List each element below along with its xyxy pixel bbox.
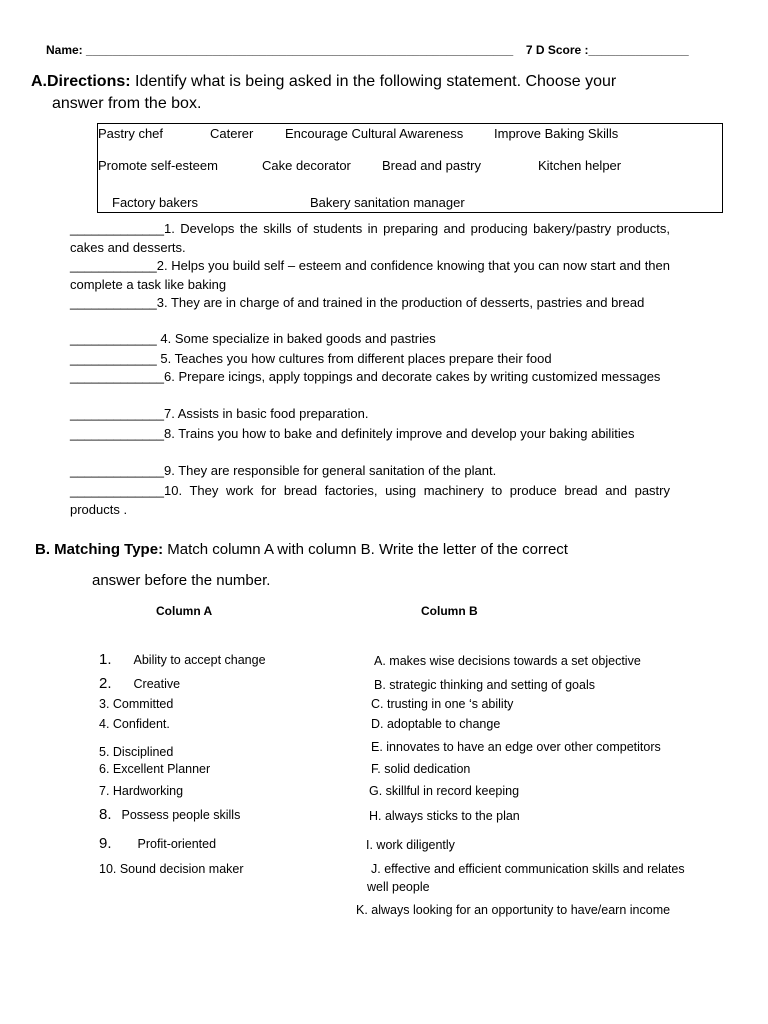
col-a-text: Creative bbox=[133, 677, 181, 691]
matching-type-label: Matching Type: bbox=[54, 541, 164, 558]
col-b-item-a: A. makes wise decisions towards a set objective bbox=[374, 654, 641, 668]
choice-pastry-chef: Pastry chef bbox=[98, 126, 164, 141]
item-10: _____________10. They work for bread factories, using machinery to produce bread and pastry products . bbox=[70, 483, 670, 517]
col-a-item-10: 10. Sound decision maker bbox=[99, 862, 244, 876]
col-b-item-j-cont: well people bbox=[367, 880, 430, 894]
col-a-item-5: 5. Disciplined bbox=[99, 745, 174, 759]
part-a-directions-line1 bbox=[31, 71, 616, 93]
choice-sanitation-manager: Bakery sanitation manager bbox=[310, 195, 465, 210]
directions-text-1: Identify what is being asked in the following statement. Choose your bbox=[130, 73, 617, 90]
col-b-item-g: G. skillful in record keeping bbox=[369, 784, 520, 798]
part-b-directions-line1 bbox=[35, 535, 568, 565]
col-b-item-e: E. innovates to have an edge over other competitors bbox=[371, 740, 661, 754]
score-label[interactable]: 7 D Score :_______________ bbox=[525, 43, 689, 57]
choice-factory-bakers: Factory bakers bbox=[112, 195, 198, 210]
col-b-item-h: H. always sticks to the plan bbox=[369, 809, 520, 823]
column-a-header: Column A bbox=[156, 604, 213, 618]
col-a-item-7: 7. Hardworking bbox=[99, 784, 184, 798]
col-a-num: 2. bbox=[99, 675, 112, 692]
item-8: _____________8. Trains you how to bake and definitely improve and develop your baking abilities bbox=[70, 426, 635, 441]
col-a-text: Ability to accept change bbox=[133, 653, 266, 667]
choice-caterer: Caterer bbox=[210, 126, 254, 141]
col-a-item-2 bbox=[99, 675, 180, 692]
item-1: _____________1. Develops the skills of students in preparing and producing bakery/pastry products, cakes and desserts. bbox=[70, 221, 670, 255]
col-a-text: Profit-oriented bbox=[137, 837, 217, 851]
answer-choice-box bbox=[97, 123, 723, 213]
directions-label: Directions: bbox=[47, 73, 131, 90]
col-a-item-9 bbox=[99, 835, 216, 852]
col-a-num: 9. bbox=[99, 835, 112, 852]
col-b-item-d: D. adoptable to change bbox=[371, 717, 501, 731]
col-a-num: 8. bbox=[99, 806, 112, 823]
choice-self-esteem: Promote self-esteem bbox=[98, 158, 218, 173]
choice-bread-pastry: Bread and pastry bbox=[382, 158, 482, 173]
col-a-item-6: 6. Excellent Planner bbox=[99, 762, 211, 776]
directions-text-2: answer from the box. bbox=[52, 95, 202, 112]
name-blank[interactable]: ________________________________________________________________ bbox=[86, 43, 514, 57]
part-b-letter: B. bbox=[35, 541, 50, 558]
item-7: _____________7. Assists in basic food preparation. bbox=[70, 406, 369, 421]
col-a-item-1 bbox=[99, 651, 266, 668]
col-a-num: 1. bbox=[99, 651, 112, 668]
choice-kitchen-helper: Kitchen helper bbox=[538, 158, 622, 173]
col-a-text: Possess people skills bbox=[121, 808, 241, 822]
col-b-item-j: J. effective and efficient communication skills and relates bbox=[371, 862, 685, 876]
item-6: _____________6. Prepare icings, apply toppings and decorate cakes by writing customized messages bbox=[70, 369, 661, 384]
part-b-text-2: answer before the number. bbox=[92, 572, 271, 589]
name-label: Name: bbox=[46, 43, 87, 57]
col-a-item-3: 3. Committed bbox=[99, 697, 174, 711]
col-a-item-4: 4. Confident. bbox=[99, 717, 170, 731]
name-score-line bbox=[46, 43, 689, 57]
part-a-letter: A. bbox=[31, 73, 47, 90]
col-b-item-b: B. strategic thinking and setting of goals bbox=[374, 678, 595, 692]
item-3: ____________3. They are in charge of and trained in the production of desserts, pastries and bread bbox=[70, 295, 645, 310]
part-b-text-1: Match column A with column B. Write the letter of the correct bbox=[163, 541, 568, 558]
item-5: ____________ 5. Teaches you how cultures from different places prepare their food bbox=[70, 351, 552, 366]
col-b-item-c: C. trusting in one ‘s ability bbox=[371, 697, 514, 711]
choice-cultural-awareness: Encourage Cultural Awareness bbox=[285, 126, 464, 141]
column-b-header: Column B bbox=[421, 604, 478, 618]
choice-cake-decorator: Cake decorator bbox=[262, 158, 351, 173]
col-a-item-8 bbox=[99, 806, 240, 823]
col-b-item-i: I. work diligently bbox=[366, 838, 455, 852]
choice-baking-skills: Improve Baking Skills bbox=[494, 126, 619, 141]
col-b-item-f: F. solid dedication bbox=[371, 762, 471, 776]
item-4: ____________ 4. Some specialize in baked goods and pastries bbox=[70, 331, 436, 346]
item-9: _____________9. They are responsible for general sanitation of the plant. bbox=[70, 463, 497, 478]
item-2: ____________2. Helps you build self – esteem and confidence knowing that you can now start and then complete a task like baking bbox=[70, 258, 670, 292]
col-b-item-k: K. always looking for an opportunity to have/earn income bbox=[356, 903, 671, 917]
